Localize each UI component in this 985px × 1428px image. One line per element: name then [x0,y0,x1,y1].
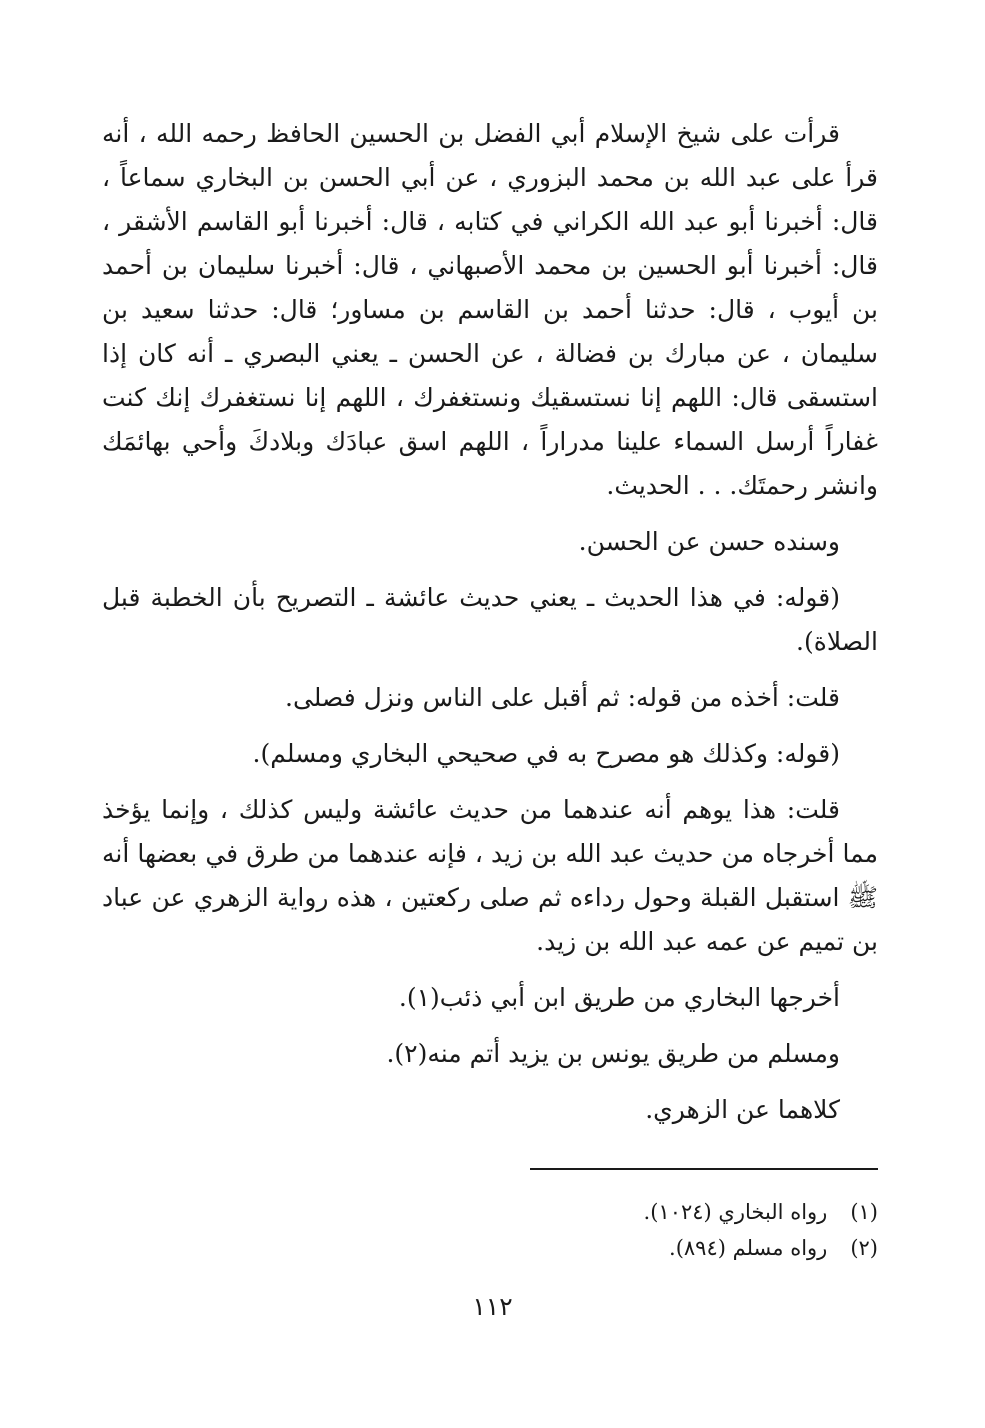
footnote-2-text: رواه مسلم (٨٩٤). [669,1236,828,1260]
paragraph-comment-2: قلت: هذا يوهم أنه عندهما من حديث عائشة وليس كذلك ، وإنما يؤخذ مما أخرجاه من حديث عبد الله بن زيد ، فإنه عندهما من طرق في بعضها أنه ﷺ استقبل القبلة وحول رداءه ثم صلى ركعتين ، هذه رواية الزهري عن عباد بن تميم عن عمه عبد الله بن زيد. [102,795,878,956]
footnote-1-number: (١) [850,1200,878,1224]
footnote-2-number: (٢) [850,1236,878,1260]
main-text [102,112,878,1144]
paragraph-quote-1: (قوله: في هذا الحديث ـ يعني حديث عائشة ـ التصريح بأن الخطبة قبل الصلاة). [102,583,878,656]
paragraph-grading: وسنده حسن عن الحسن. [578,527,840,556]
paragraph-comment-1: قلت: أخذه من قوله: ثم أقبل على الناس ونزل فصلى. [285,683,840,712]
footnote-1 [278,1194,878,1230]
page-number: ١١٢ [472,1292,513,1321]
paragraph-conclusion: كلاهما عن الزهري. [645,1095,840,1124]
footnote-separator [530,1168,878,1170]
footnote-1-text: رواه البخاري (١٠٢٤). [643,1200,828,1224]
paragraph-bukhari: أخرجها البخاري من طريق ابن أبي ذئب(١). [398,983,840,1012]
paragraph-quote-2: (قوله: وكذلك هو مصرح به في صحيحي البخاري ومسلم). [252,739,840,768]
footnote-2 [278,1230,878,1266]
paragraph-muslim: ومسلم من طريق يونس بن يزيد أتم منه(٢). [386,1039,840,1068]
paragraph-isnad: قرأت على شيخ الإسلام أبي الفضل بن الحسين الحافظ رحمه الله ، أنه قرأ على عبد الله بن محمد البزوري ، عن أبي الحسن بن البخاري سماعاً ، قال: أخبرنا أبو عبد الله الكراني في كتابه ، قال: أخبرنا أبو القاسم الأشقر ، قال: أخبرنا أبو الحسين بن محمد الأصبهاني ، قال: أخبرنا سليمان بن أحمد بن أيوب ، قال: حدثنا أحمد بن القاسم بن مساور؛ قال: حدثنا سعيد بن سليمان ، عن مبارك بن فضالة ، عن الحسن ـ يعني البصري ـ أنه كان إذا استسقى قال: اللهم إنا نستسقيك ونستغفرك ، اللهم إنا نستغفرك إنك كنت غفاراً أرسل السماء علينا مدراراً ، اللهم اسق عبادَك وبلادكَ وأحي بهائمَك وانشر رحمتَك. . . الحديث. [102,119,878,500]
footnotes [278,1194,878,1266]
